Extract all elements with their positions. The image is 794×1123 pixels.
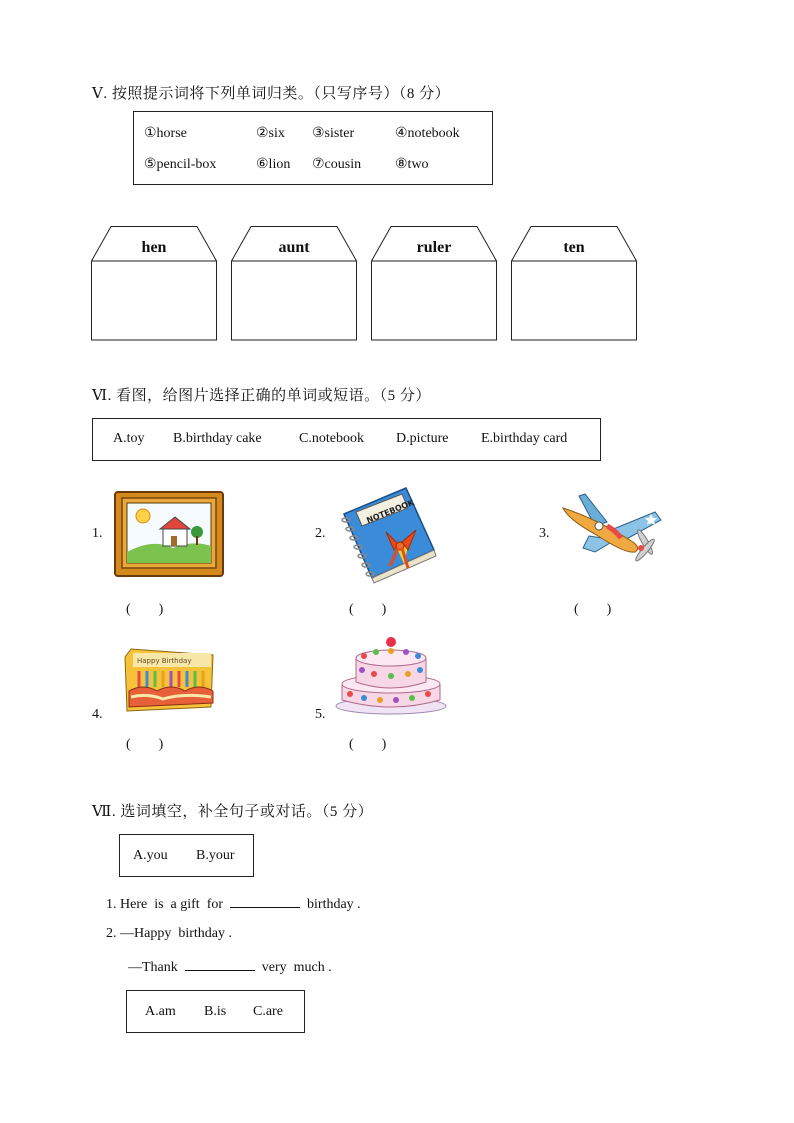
answer-blank: ( ) bbox=[574, 602, 612, 617]
option-item: C.notebook bbox=[299, 431, 364, 446]
house-label: aunt bbox=[278, 239, 310, 256]
framed-picture-image bbox=[113, 490, 225, 578]
notebook-image bbox=[336, 484, 440, 584]
option-item: A.toy bbox=[113, 431, 145, 446]
answer-blank: ( ) bbox=[349, 737, 387, 752]
word-item: ⑤pencil-box bbox=[144, 157, 217, 172]
category-house-hen bbox=[91, 226, 219, 342]
category-house-ten bbox=[511, 226, 639, 342]
option-item: E.birthday card bbox=[481, 431, 568, 446]
word-item: ②six bbox=[256, 126, 285, 141]
option-item: D.picture bbox=[396, 431, 449, 446]
section-6-heading: Ⅵ. 看图，给图片选择正确的单词或短语。（5 分） bbox=[92, 388, 431, 404]
answer-blank: ( ) bbox=[349, 602, 387, 617]
option-item: C.are bbox=[253, 1004, 283, 1019]
fill-blank[interactable] bbox=[230, 894, 300, 908]
section-7-heading: Ⅶ. 选词填空，补全句子或对话。（5 分） bbox=[92, 804, 374, 820]
option-item: A.you bbox=[133, 848, 168, 863]
question-2: 2. —Happy birthday . bbox=[106, 926, 232, 941]
toy-plane-image bbox=[555, 490, 663, 574]
item-number: 1. bbox=[92, 526, 103, 541]
section-5-heading: Ⅴ. 按照提示词将下列单词归类。（只写序号）（8 分） bbox=[92, 86, 451, 102]
category-house-aunt bbox=[231, 226, 359, 342]
item-number: 3. bbox=[539, 526, 550, 541]
word-item: ⑥lion bbox=[256, 157, 291, 172]
category-house-ruler bbox=[371, 226, 499, 342]
card-text: Happy Birthday bbox=[137, 657, 192, 665]
question-1 bbox=[106, 894, 361, 913]
item-number: 5. bbox=[315, 707, 326, 722]
question-text: 1. Here is a gift for bbox=[106, 897, 224, 912]
word-item: ④notebook bbox=[395, 126, 460, 141]
house-label: ten bbox=[563, 239, 585, 256]
word-item: ①horse bbox=[144, 126, 187, 141]
word-item: ③sister bbox=[312, 126, 355, 141]
word-item: ⑧two bbox=[395, 157, 429, 172]
word-item: ⑦cousin bbox=[312, 157, 362, 172]
item-number: 2. bbox=[315, 526, 326, 541]
option-item: B.is bbox=[204, 1004, 227, 1019]
fill-blank[interactable] bbox=[185, 957, 255, 971]
option-item: B.your bbox=[196, 848, 235, 863]
notebook-cover-text: NOTEBOOK bbox=[365, 497, 416, 526]
word-bank-box bbox=[133, 111, 493, 185]
question-text: birthday . bbox=[307, 897, 361, 912]
question-text: —Thank bbox=[128, 960, 178, 975]
answer-blank: ( ) bbox=[126, 602, 164, 617]
house-label: ruler bbox=[416, 239, 452, 256]
word-choice-box-1 bbox=[119, 834, 254, 877]
options-box bbox=[92, 418, 601, 461]
question-text: very much . bbox=[261, 960, 332, 975]
question-2-response bbox=[128, 957, 332, 976]
house-label: hen bbox=[141, 239, 167, 256]
option-item: A.am bbox=[145, 1004, 176, 1019]
word-choice-box-2 bbox=[126, 990, 305, 1033]
item-number: 4. bbox=[92, 707, 103, 722]
birthday-cake-image bbox=[334, 634, 448, 716]
option-item: B.birthday cake bbox=[173, 431, 262, 446]
birthday-card-image bbox=[123, 647, 215, 713]
answer-blank: ( ) bbox=[126, 737, 164, 752]
